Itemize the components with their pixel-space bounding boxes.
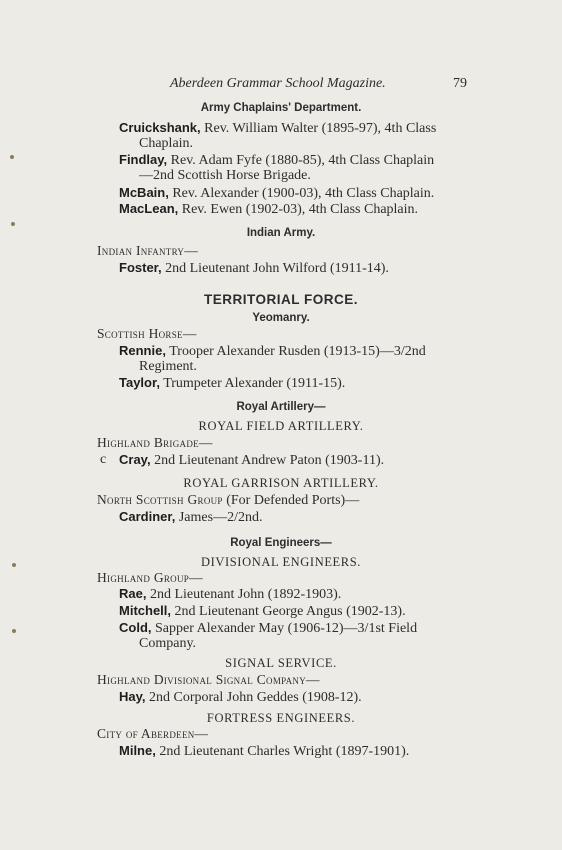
surname: Cruickshank, [119,120,201,135]
entry-line: MacLean, Rev. Ewen (1902-03), 4th Class Chaplain. [119,201,419,217]
entry-line: Mitchell, 2nd Lieutenant George Angus (1902-13). [119,603,406,619]
surname: Milne, [119,743,156,758]
unit-label: Indian Infantry— [97,243,199,258]
surname: Mitchell, [119,603,172,618]
surname: McBain, [119,185,169,200]
entry-line: Chaplain. [139,136,194,151]
entry-line: Company. [139,636,197,651]
entry-line: Regiment. [139,359,197,374]
surname: MacLean, [119,201,179,216]
binding-mark [12,563,16,567]
unit-label: Scottish Horse— [97,326,197,341]
entry-line: Cold, Sapper Alexander May (1906-12)—3/1st Field [119,620,418,636]
surname: Rennie, [119,343,166,358]
entry-line: Hay, 2nd Corporal John Geddes (1908-12). [119,689,362,705]
unit-label: Highland Group— [97,570,203,585]
subsection-heading: Royal Artillery— [236,401,326,413]
entry-line: Rennie, Trooper Alexander Rusden (1913-15)—3/2nd [119,343,426,359]
surname: Foster, [119,260,162,275]
surname: Hay, [119,689,146,704]
magazine-title: Aberdeen Grammar School Magazine. [170,76,386,91]
entry-line: Milne, 2nd Lieutenant Charles Wright (1897-1901). [119,743,410,759]
unit-label: Highland Divisional Signal Company— [97,672,320,687]
surname: Taylor, [119,375,160,390]
surname: Findlay, [119,152,168,167]
binding-mark [10,155,14,159]
unit-heading: DIVISIONAL ENGINEERS. [200,555,362,569]
section-heading: Indian Army. [246,227,316,239]
entry-line: —2nd Scottish Horse Brigade. [139,168,311,183]
surname: Cray, [119,452,151,467]
subsection-heading: Royal Engineers— [230,537,332,549]
unit-heading: FORTRESS ENGINEERS. [206,711,356,725]
section-heading: TERRITORIAL FORCE. [203,292,358,307]
unit-heading: ROYAL GARRISON ARTILLERY. [183,476,379,490]
binding-mark [11,222,15,226]
section-heading: Army Chaplains' Department. [200,102,362,114]
entry-line: Foster, 2nd Lieutenant John Wilford (1911-14). [119,260,389,276]
binding-mark [12,629,16,633]
unit-label: Highland Brigade— [97,435,213,450]
entry-line: McBain, Rev. Alexander (1900-03), 4th Class Chaplain. [119,185,435,201]
entry-prefix: c [100,452,107,467]
page-number: 79 [453,76,467,91]
unit-heading: ROYAL FIELD ARTILLERY. [198,419,364,433]
unit-heading: SIGNAL SERVICE. [225,656,337,670]
entry-line: Taylor, Trumpeter Alexander (1911-15). [119,375,346,391]
unit-label: City of Aberdeen— [97,726,209,741]
entry-line: Cardiner, James—2/2nd. [119,509,263,525]
entry-line: Cruickshank, Rev. William Walter (1895-97), 4th Class [119,120,437,136]
subsection-heading: Yeomanry. [252,312,310,324]
unit-label: North Scottish Group (For Defended Ports)— [97,492,360,508]
surname: Rae, [119,586,147,601]
entry-line: Rae, 2nd Lieutenant John (1892-1903). [119,586,342,602]
surname: Cardiner, [119,509,176,524]
entry-line: Findlay, Rev. Adam Fyfe (1880-85), 4th Class Chaplain [119,152,435,168]
entry-line: Cray, 2nd Lieutenant Andrew Paton (1903-11). [119,452,385,468]
surname: Cold, [119,620,152,635]
